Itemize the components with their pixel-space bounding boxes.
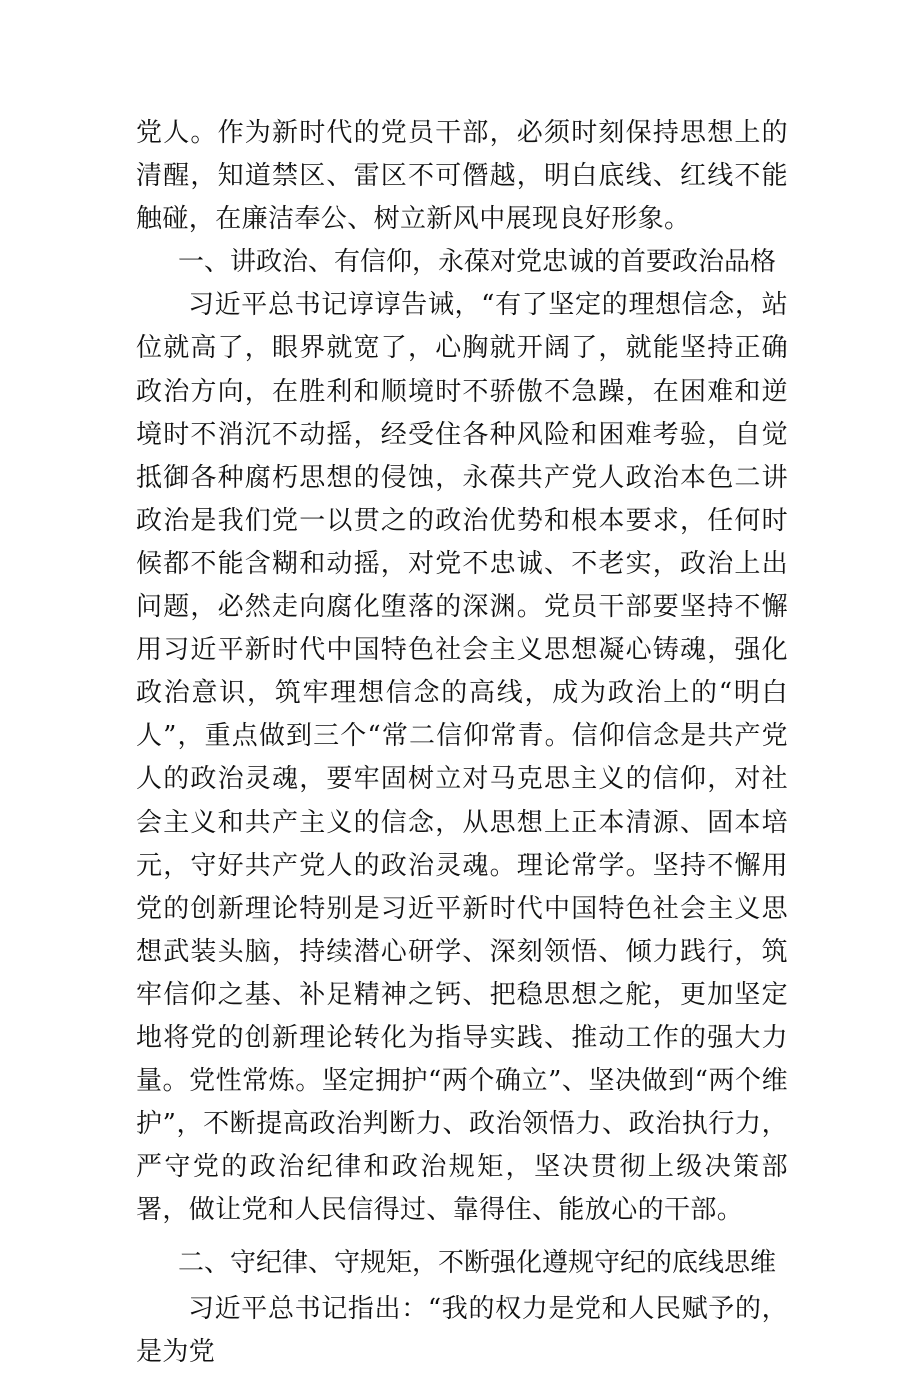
section-heading-2: 二、守纪律、守规矩，不断强化遵规守纪的底线思维 [178,1248,777,1279]
paragraph-intro: 党人。作为新时代的党员干部，必须时刻保持思想上的清醒，知道禁区、雷区不可僭越，明白底线、红线不能触碰，在廉洁奉公、树立新风中展现良好形象。 [136,118,788,235]
paragraph-section-2: 习近平总书记指出：“我的权力是党和人民赋予的，是为党 [136,1293,788,1367]
section-heading-1: 一、讲政治、有信仰，永葆对党忠诚的首要政治品格 [178,247,777,278]
document-body [136,112,788,1374]
paragraph-section-1: 习近平总书记谆谆告诫，“有了坚定的理想信念，站位就高了，眼界就宽了，心胸就开阔了，就能坚持正确政治方向，在胜利和顺境时不骄傲不急躁，在困难和逆境时不消沉不动摇，经受住各种风险和困难考验，自觉抵御各种腐朽思想的侵蚀，永葆共产党人政治本色二讲政治是我们党一以贯之的政治优势和根本要求，任何时候都不能含糊和动摇，对党不忠诚、不老实，政治上出问题，必然走向腐化堕落的深渊。党员干部要坚持不懈用习近平新时代中国特色社会主义思想凝心铸魂，强化政治意识，筑牢理想信念的高线，成为政治上的“明白人”，重点做到三个“常二信仰常青。信仰信念是共产党人的政治灵魂，要牢固树立对马克思主义的信仰，对社会主义和共产主义的信念，从思想上正本清源、固本培元，守好共产党人的政治灵魂。理论常学。坚持不懈用党的创新理论特别是习近平新时代中国特色社会主义思想武装头脑，持续潜心研学、深刻领悟、倾力践行，筑牢信仰之基、补足精神之钙、把稳思想之舵，更加坚定地将党的创新理论转化为指导实践、推动工作的强大力量。党性常炼。坚定拥护“两个确立”、坚决做到“两个维护”，不断提高政治判断力、政治领悟力、政治执行力，严守党的政治纪律和政治规矩，坚决贯彻上级决策部署，做让党和人民信得过、靠得住、能放心的干部。 [136,290,788,1226]
